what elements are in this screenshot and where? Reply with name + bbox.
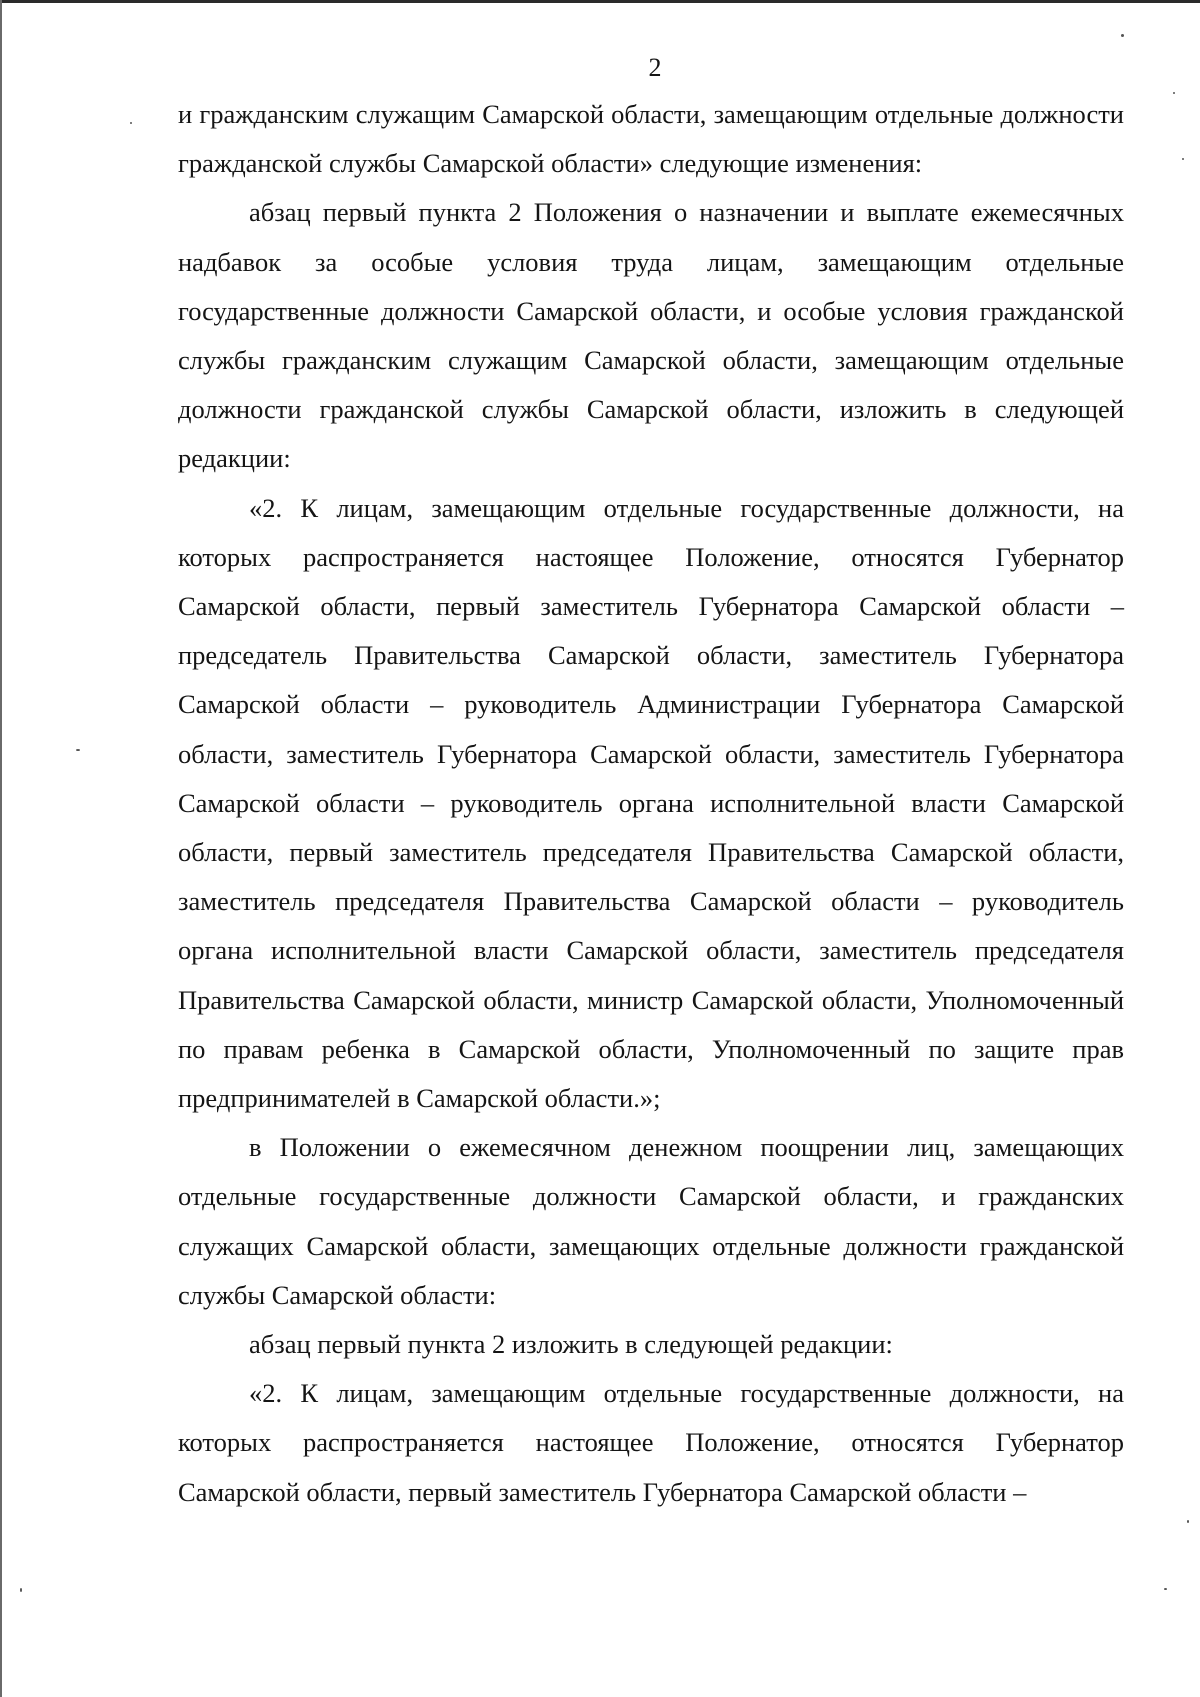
scan-speck [76,749,80,751]
scan-speck [130,122,132,124]
scan-speck [1173,92,1175,94]
paragraph-amendment-intro: абзац первый пункта 2 Положения о назначении и выплате ежемесячных надбавок за особые условия труда лицам, замещающим отдельные государственные должности Самарской области, и особые условия гражданской службы гражданским служащим Самарской области, замещающим отдельные должности гражданской службы Самарской области, изложить в следующей редакции: [178,197,1124,474]
scan-speck [20,1588,22,1592]
paragraph-amendment-instruction: абзац первый пункта 2 изложить в следующей редакции: [249,1329,893,1360]
scan-speck [1187,1520,1189,1523]
paragraph-quoted-clause: «2. К лицам, замещающим отдельные государственные должности, на которых распространяется настоящее Положение, относятся Губернатор Самарской области, первый заместитель Губернатора Самарской области – председатель Правительства Самарской области, заместитель Губернатора Самарской области – руководитель Администрации Губернатора Самарской области, заместитель Губернатора Самарской области, заместитель Губернатора Самарской области – руководитель органа исполнительной власти Самарской области, первый заместитель председателя Правительства Самарской области, заместитель председателя Правительства Самарской области – руководитель органа исполнительной власти Самарской области, заместитель председателя Правительства Самарской области, министр Самарской области, Уполномоченный по правам ребенка в Самарской области, Уполномоченный по защите прав предпринимателей в Самарской области.»; [178,492,1124,1114]
paragraph-regulation-reference: в Положении о ежемесячном денежном поощрении лиц, замещающих отдельные государственные должности Самарской области, и гражданских служащих Самарской области, замещающих отдельные должности гражданской службы Самарской области: [178,1132,1124,1310]
scan-speck [1164,1588,1167,1590]
scan-top-edge [0,0,1200,3]
scan-speck [1121,34,1124,37]
document-body [178,90,1124,1517]
scan-speck [1182,158,1184,160]
scan-left-edge [0,0,2,1697]
paragraph-continuation: и гражданским служащим Самарской области, замещающим отдельные должности гражданской службы Самарской области» следующие изменения: [178,99,1124,179]
page-number: 2 [648,53,662,82]
paragraph-quoted-clause-second: «2. К лицам, замещающим отдельные государственные должности, на которых распространяется настоящее Положение, относятся Губернатор Самарской области, первый заместитель Губернатора Самарской области – [178,1378,1124,1507]
